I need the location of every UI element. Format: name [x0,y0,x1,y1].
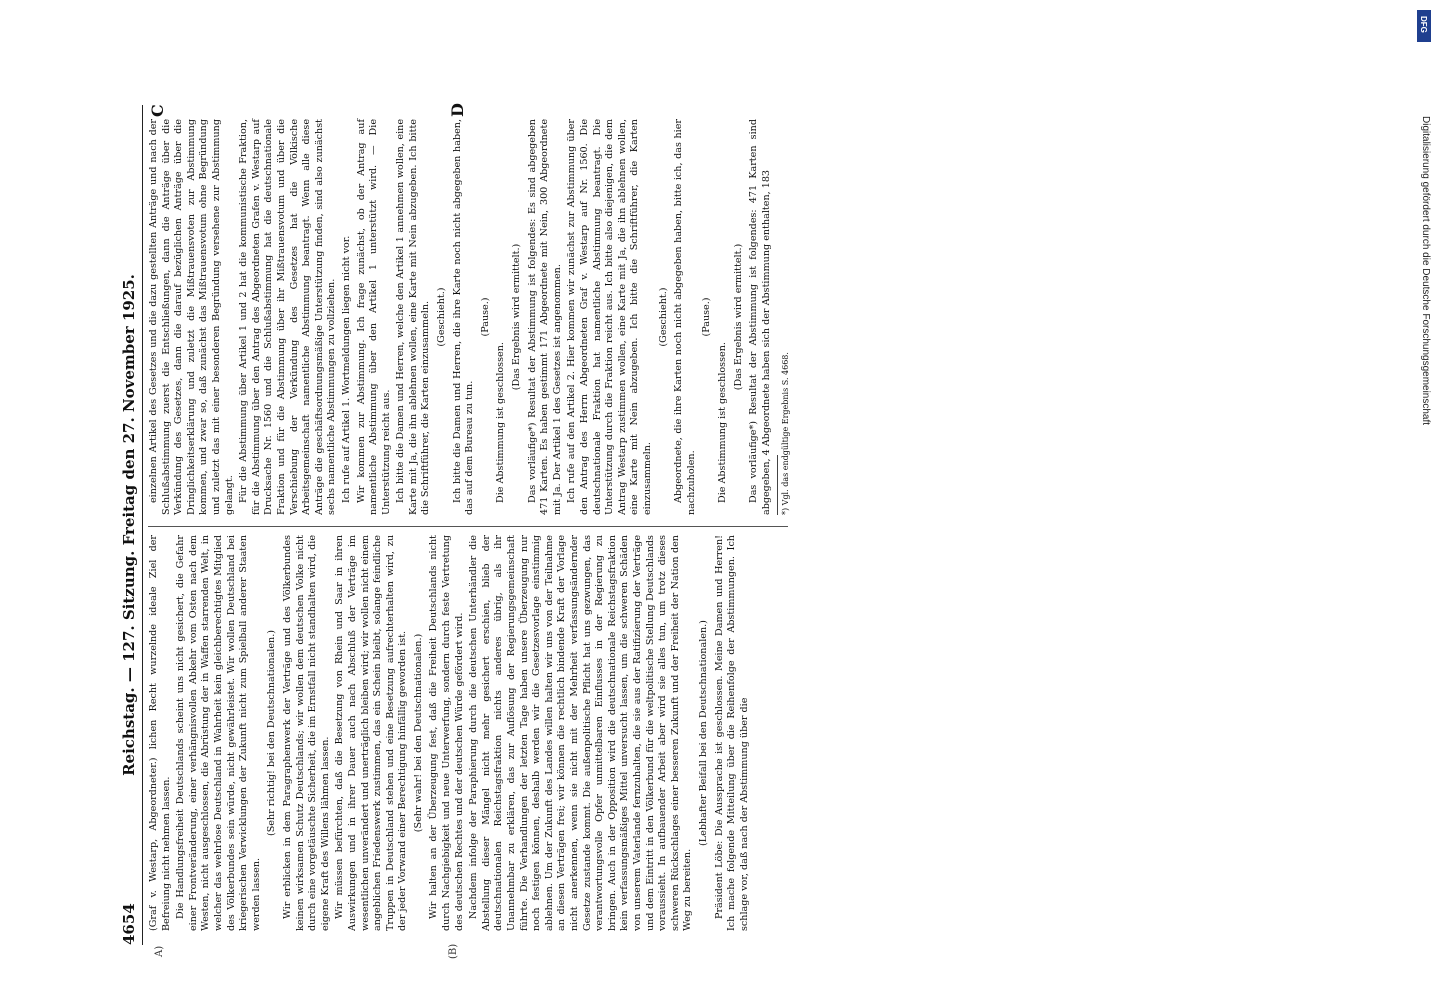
paragraph: (Graf v. Westarp, Abgeordneter.) lichen Recht wurzelnde ideale Ziel der Befreiung nicht nehmen lassen. [148,535,172,931]
paragraph: einzelnen Artikel des Gesetzes und die dazu gestellten Anträge und nach der Schlußabstimmung zuerst die Entschließungen, dann die Anträge über die Verkündung des Gesetzes, dann die darauf bezüglichen Anträge über die Dringlichkeitserklärung und zuletzt die Mißtrauensvoten zur Abstimmung kommen, und zwar so, daß zunächst das Mißtrauensvotum ohne Begründung und zuletzt das mit einer besonderen Begründung versehene zur Abstimmung gelangt. [148,119,235,515]
left-column [148,535,788,931]
paragraph: Wir kommen zur Abstimmung. Ich frage zunächst, ob der Antrag auf namentliche Abstimmung über den Artikel 1 unterstützt wird. — Die Unterstützung reicht aus. [355,119,392,515]
footnote: *) Vgl. das endgültige Ergebnis S. 4668. [781,352,791,515]
interjection: (Das Ergebnis wird ermittelt.) [511,243,523,391]
margin-letter-d: D [448,103,467,117]
paragraph: Die Abstimmung ist geschlossen. [495,342,507,503]
paragraph: Wir halten an der Überzeugung fest, daß die Freiheit Deutschlands nicht durch Nachgiebigkeit und neue Unterwerfung, sondern durch feste Vertretung des deutschen Rechtes und der deutschen Würde gefördert wird. [428,535,465,931]
paragraph: Ich bitte die Damen und Herren, die ihre Karte noch nicht abgegeben haben, das auf dem Bureau zu tun. [451,119,476,515]
digitization-credit [1417,6,1433,986]
paragraph: Die Abstimmung ist geschlossen. [716,342,728,503]
margin-letter-b: (B) [448,943,459,959]
interjection: (Sehr wahr! bei den Deutschnationalen.) [412,633,424,833]
paragraph: Abgeordnete, die ihre Karten noch nicht abgegeben haben, bitte ich, das hier nachzuholen. [673,119,697,515]
margin-letter-c: C [148,104,167,117]
interjection: (Geschieht.) [657,287,669,347]
rotated-page [118,103,818,959]
header-rule [142,105,143,945]
paragraph: Ich rufe auf den Artikel 2. Hier kommen wir zunächst zur Abstimmung über den Antrag des Herrn Abgeordneten Graf v. Westarp auf Nr. 1560. Die deutschnationale Fraktion hat namentliche Abstimmung beantragt. Die Unterstützung durch die Fraktion reicht aus. Ich bitte also diejenigen, die dem Antrag Westarp zustimmen wollen, eine Karte mit Ja, die ihn ablehnen wollen, eine Karte mit Nein abzugeben. Ich bitte die Schriftführer, die Karten einzusammeln. [566,119,653,515]
running-title: Reichstag. — 127. Sitzung. Freitag den 27. November 1925. [120,274,138,776]
paragraph: Für die Abstimmung über Artikel 1 und 2 hat die kommunistische Fraktion, für die Abstimmung über den Antrag des Abgeordneten Grafen v. Westarp auf Drucksache Nr. 1560 und die Schlußabstimmung hat die deutschnationale Fraktion und für die Abstimmung über ihr Mißtrauensvotum und über die Verschiebung der Verkündung des Gesetzes hat die Völkische Arbeitsgemeinschaft namentliche Abstimmung beantragt. Wenn alle diese Anträge die geschäftsordnungsmäßige Unterstützung finden, sind also zunächst sechs namentliche Abstimmungen zu vollziehen. [238,119,338,515]
interjection: (Lebhafter Beifall bei den Deutschnationalen.) [697,620,709,846]
paragraph: Ich rufe auf Artikel 1. Wortmeldungen liegen nicht vor. [340,235,352,503]
paragraph: Das vorläufige*) Resultat der Abstimmung ist folgendes: Es sind abgegeben 471 Karten. Es haben gestimmt 171 Abgeordnete mit Nein, 300 Abgeordnete mit Ja. Der Artikel 1 des Gesetzes ist angenommen. [526,119,563,515]
paragraph: Das vorläufige*) Resultat der Abstimmung ist folgendes: 471 Karten sind abgegeben, 4 Abgeordnete haben sich der Abstimmung enthalten, 183 [748,119,772,515]
paragraph: Wir müssen befürchten, daß die Besetzung von Rhein und Saar in ihren Auswirkungen und in ihrer Dauer auch nach Abschluß der Verträge im wesentlichen unverändert und unerträglich bleiben wird; wir wollen nicht einem angeblichen Friedenswerk zustimmen, das ein Schein bleibt, solange feindliche Truppen in Deutschland stehen und eine Besetzung aufrechterhalten wird, zu der jeder Vorwand einer Berechtigung hinfällig geworden ist. [334,535,409,931]
paragraph: Präsident Löbe: Die Aussprache ist geschlossen. Meine Damen und Herren! Ich mache folgende Mitteilung über die Reihenfolge der Abstimmungen. Ich schlage vor, daß nach der Abstimmung über die [713,535,750,931]
dfg-logo: DFG [1417,10,1431,42]
paragraph: Nachdem infolge der Paraphierung durch die deutschen Unterhändler die Abstellung dieser Mängel nicht mehr gesichert erschien, blieb der deutschnationalen Reichstagsfraktion nichts anderes übrig, als ihr Unannehmbar zu erklären, das zur Auflösung der Regierungsgemeinschaft führte. Die Verhandlungen der letzten Tage haben unsere Überzeugung nur noch festigen können, deshalb werden wir die Gesetzesvorlage einstimmig ablehnen. Um der Zukunft des Landes willen halten wir uns von der Teilnahme an diesen Verträgen frei; wir können die rechtlich bindende Kraft der Vorlage nicht anerkennen, wenn sie nicht mit der Mehrheit verfassungsändernder Gesetze zustande kommt. Die außenpolitische Pflicht hat uns gezwungen, das verantwortungsvolle Opfer unmittelbaren Einflusses in der Regierung zu bringen. Auch in der Opposition wird die deutschnationale Reichstagsfraktion kein verfassungsmäßiges Mittel unversucht lassen, um die schweren Schäden von unserem Vaterlande fernzuhalten, die sie aus der Ratifizierung der Verträge und dem Eintritt in den Völkerbund für die weltpolitische Stellung Deutschlands voraussieht. In aufbauender Arbeit aber wird sie alles tun, um trotz dieses schweren Rückschlages einer besseren Zukunft und der Freiheit der Nation den Weg zu bereiten. [468,535,694,931]
right-column [148,119,791,515]
page-number: 4654 [120,903,138,945]
paragraph: Ich bitte die Damen und Herren, welche den Artikel 1 annehmen wollen, eine Karte mit Ja, die ihn ablehnen wollen, eine Karte mit Nein abzugeben. Ich bitte die Schriftführer, die Karten einzusammeln. [395,119,432,515]
interjection: (Geschieht.) [436,287,448,347]
credit-text: Digitalisierung gefördert durch die Deutsche Forschungsgemeinschaft [1420,116,1431,426]
interjection: (Pause.) [701,297,713,337]
paragraph: Wir erblicken in dem Paragraphenwerk der Verträge und des Völkerbundes keinen wirksamen Schutz Deutschlands; wir wollen dem deutschen Volke nicht durch eine vorgetäuschte Sicherheit, die im Ernstfall nicht standhalten wird, die eigene Kraft des Willens lähmen lassen. [281,535,331,931]
margin-letter-a: A) [154,945,165,957]
running-head [118,105,142,945]
interjection: (Pause.) [479,297,491,337]
interjection: (Das Ergebnis wird ermittelt.) [732,243,744,391]
column-separator [148,526,788,527]
paragraph: Die Handlungsfreiheit Deutschlands scheint uns nicht gesichert, die Gefahr einer Frontveränderung, einer verhängnisvollen Abkehr vom Osten nach dem Westen, nicht ausgeschlossen, die Abrüstung der in Waffen starrenden Welt, in welcher das wehrlose Deutschland in Wahrheit kein gleichberechtigtes Mitglied des Völkerbundes sein würde, nicht gewährleistet. Wir wollen Deutschland bei kriegerischen Verwicklungen der Zukunft nicht zum Spielball anderer Staaten werden lassen. [175,535,262,931]
interjection: (Sehr richtig! bei den Deutschnationalen.) [266,629,278,837]
